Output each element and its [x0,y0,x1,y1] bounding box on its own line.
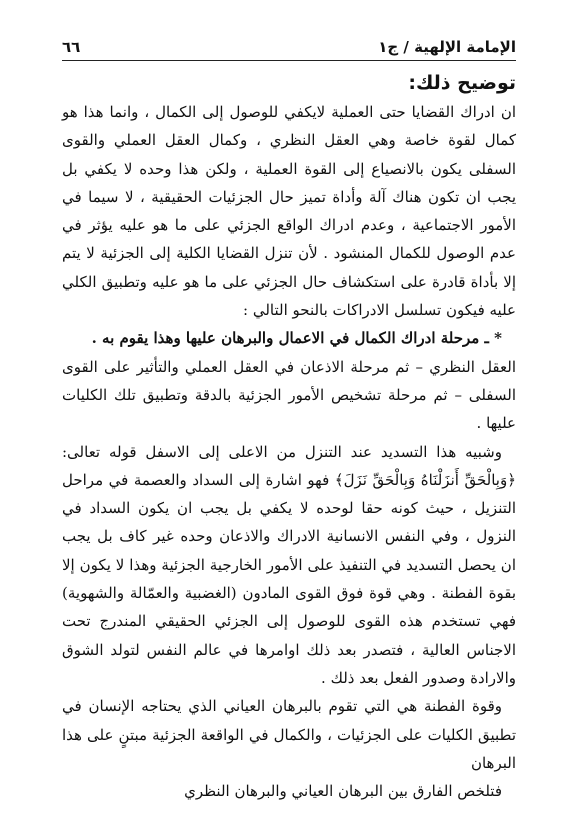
running-title: الإمامة الإلهية / ج١ [378,38,516,56]
paragraph-quran-analogy: وشبيه هذا التسديد عند التنزل من الاعلى إلى الاسفل قوله تعالى: ﴿وَبِالْحَقِّ أَنزَلْنَاهُ وَبِالْحَقِّ نَزَلَ﴾ فهو اشارة إلى السداد والعصمة في مراحل التنزيل ، حيث كونه حقا لوحده لا يكفي بل يجب ان يكون السداد في النزول ، وفي النفس الانسانية الادراك والاذعان وحده غير كاف بل يجب ان يحصل التسديد في التنفيذ على الأمور الخارجية الجزئية وهذا لا يكون إلا بقوة الفطنة . وهي قوة فوق القوى المادون (الغضبية والعمّالة والشهوية) فهي تستخدم هذه القوى للوصول إلى الجزئي الحقيقي المندرج تحت الاجناس العالية ، فتصدر بعد ذلك اوامرها في عالم النفس لتولد الشوق والارادة وصدور الفعل بعد ذلك . [62,442,516,687]
paragraph-summary: فتلخص الفارق بين البرهان العياني والبرهان النظري [184,782,502,801]
page-number: ٦٦ [62,38,81,56]
body-text [62,68,516,805]
paragraph-stages: العقل النظري – ثم مرحلة الاذعان في العقل العملي والتأثير على القوى السفلى – ثم مرحلة تشخيص الأمور الجزئية بالدقة وتطبيق تلك الكليات عليها . [62,357,516,433]
header-divider [62,60,516,61]
section-heading: توضيح ذلك: [408,72,516,94]
paragraph-intro: ان ادراك القضايا حتى العملية لايكفي للوصول إلى الكمال ، وانما هذا هو كمال لقوة خاصة وهي العقل النظري ، وكمال العقل العملي والقوى السفلى يكون بالانصياع إلى القوة العملية ، ولكن هذا وحده لا يكفي بل يجب ان تكون هناك آلة وأداة تميز حال الجزئيات الحقيقية ، لا سيما في الأمور الاجتماعية ، وعدم ادراك الواقع الجزئي على ما هو عليه يؤثر في عدم الوصول للكمال المنشود . لأن تنزل القضايا الكلية إلى الجزئية لا يتم إلا بأداة قادرة على استكشاف حال الجزئي على ما هو عليه وتطبيق الكلي عليه فيكون تسلسل الادراكات بالنحو التالي : [62,103,516,320]
paragraph-fitna: وقوة الفطنة هي التي تقوم بالبرهان العياني الذي يحتاجه الإنسان في تطبيق الكليات على الجزئيات ، والكمال في الواقعة الجزئية مبتنٍ على هذا البرهان [62,697,516,772]
paragraph-stage-list: * ـ مرحلة ادراك الكمال في الاعمال والبرهان عليها وهذا يقوم به . [91,329,502,348]
running-header [62,30,516,56]
